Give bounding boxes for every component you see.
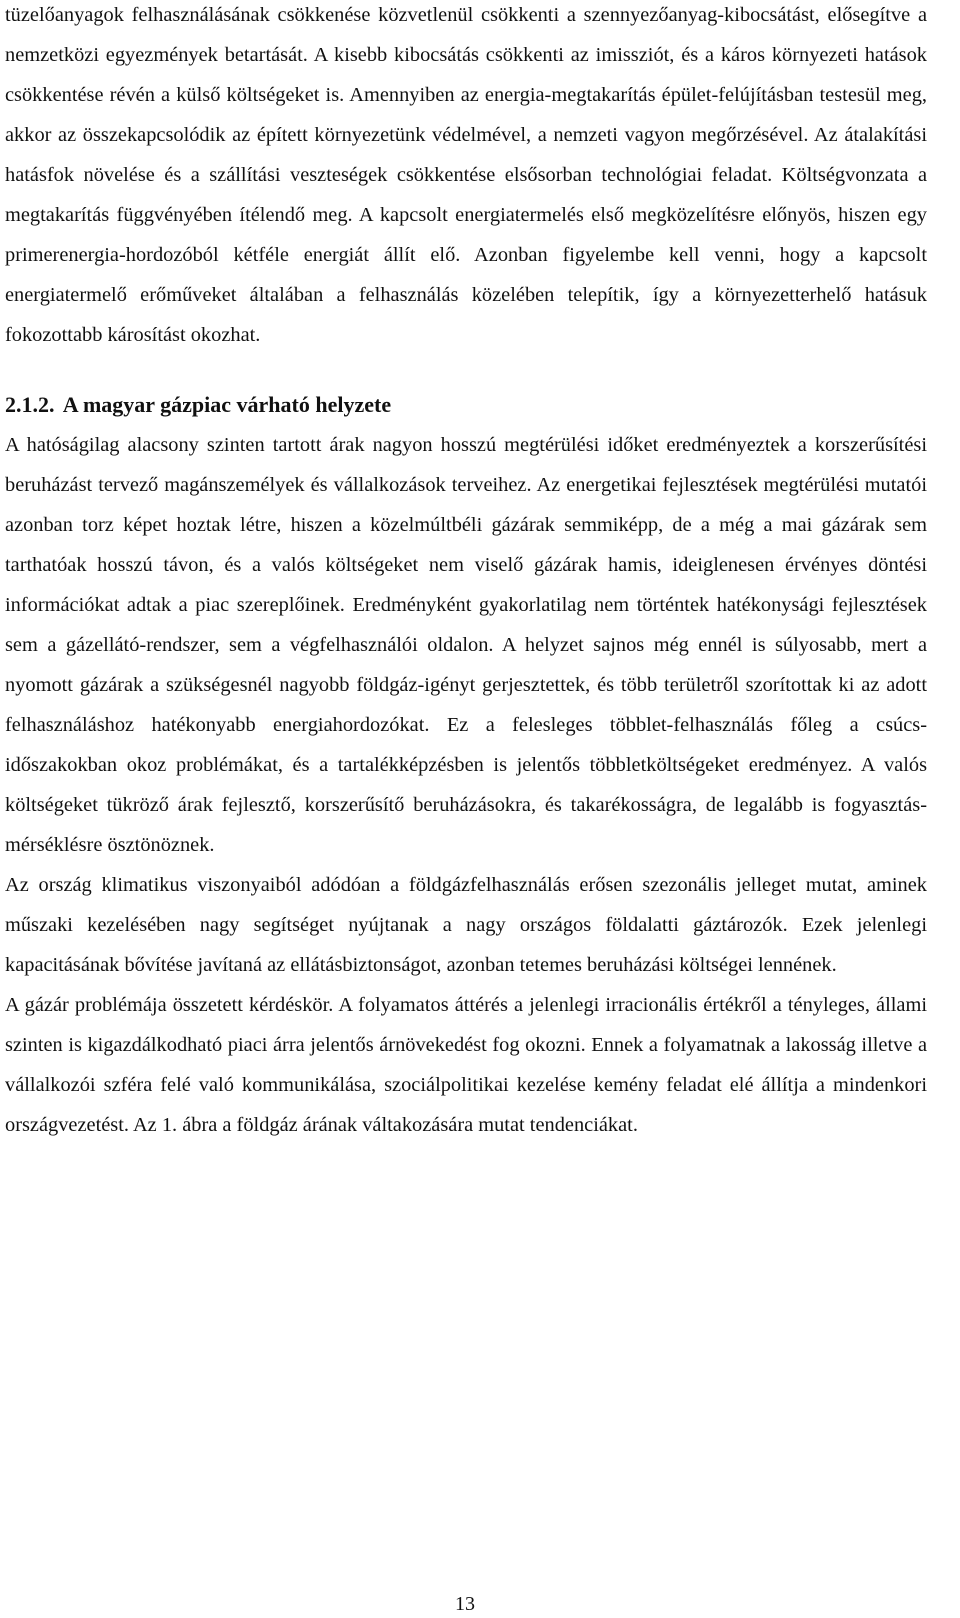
section-heading	[5, 385, 927, 425]
section-paragraph-gas-prices: A hatóságilag alacsony szinten tartott árak nagyon hosszú megtérülési időket eredményeztek a korszerűsítési beruházást tervező magánszemélyek és vállalkozások terveihez. Az energetikai fejlesztések megtérülési mutatói azonban torz képet hoztak létre, hiszen a közelmúltbéli gázárak semmiképp, de a még a mai gázárak sem tarthatóak hosszú távon, és a valós költségeket nem viselő gázárak hamis, ideiglenesen érvényes döntési információkat adtak a piac szereplőinek. Eredményként gyakorlatilag nem történtek hatékonysági fejlesztések sem a gázellátó-rendszer, sem a végfelhasználói oldalon. A helyzet sajnos még ennél is súlyosabb, mert a nyomott gázárak a szükségesnél nagyobb földgáz-igényt gerjesztettek, és több területről szorítottak ki az adott felhasználáshoz hatékonyabb energiahordozókat. Ez a felesleges többlet-felhasználás főleg a csúcs-időszakokban okoz problémákat, és a tartalékképzésben is jelentős többletköltségeket eredményez. A valós költségeket tükröző árak fejlesztő, korszerűsítő beruházásokra, és takarékosságra, de legalább is fogyasztás-mérséklésre ösztönöznek.	[5, 434, 927, 856]
page-number: 13	[455, 1593, 475, 1615]
intro-paragraph: tüzelőanyagok felhasználásának csökkenése közvetlenül csökkenti a szennyezőanyag-kibocsátást, elősegítve a nemzetközi egyezmények betartását. A kisebb kibocsátás csökkenti az imissziót, és a káros környezeti hatások csökkentése révén a külső költségeket is. Amennyiben az energia-megtakarítás épület-felújításban testesül meg, akkor az összekapcsolódik az épített környezetünk védelmével, a nemzeti vagyon megőrzésével. Az átalakítási hatásfok növelése és a szállítási veszteségek csökkentése elsősorban technológiai feladat. Költségvonzata a megtakarítás függvényében ítélendő meg. A kapcsolt energiatermelés első megközelítésre előnyös, hiszen egy primerenergia-hordozóból kétféle energiát állít elő. Azonban figyelembe kell venni, hogy a kapcsolt energiatermelő erőműveket általában a felhasználás közelében telepítik, így a környezetterhelő hatásuk fokozottabb károsítást okozhat.	[5, 4, 927, 346]
section-title: A magyar gázpiac várható helyzete	[62, 392, 392, 417]
document-page	[5, 0, 927, 1145]
section-paragraph-gas-price-problem: A gázár problémája összetett kérdéskör. A folyamatos áttérés a jelenlegi irracionális értékről a tényleges, állami szinten is kigazdálkodható piaci árra jelentős árnövekedést fog okozni. Ennek a folyamatnak a lakosság illetve a vállalkozói szféra felé való kommunikálása, szociálpolitikai kezelése kemény feladat elé állítja a mindenkori országvezetést. Az 1. ábra a földgáz árának váltakozására mutat tendenciákat.	[5, 994, 927, 1136]
section-paragraph-seasonal-storage: Az ország klimatikus viszonyaiból adódóan a földgázfelhasználás erősen szezonális jelleget mutat, aminek műszaki kezelésében nagy segítséget nyújtanak a nagy országos földalatti gáztározók. Ezek jelenlegi kapacitásának bővítése javítaná az ellátásbiztonságot, azonban tetemes beruházási költségei lennének.	[5, 874, 927, 976]
section-number: 2.1.2.	[5, 392, 55, 417]
